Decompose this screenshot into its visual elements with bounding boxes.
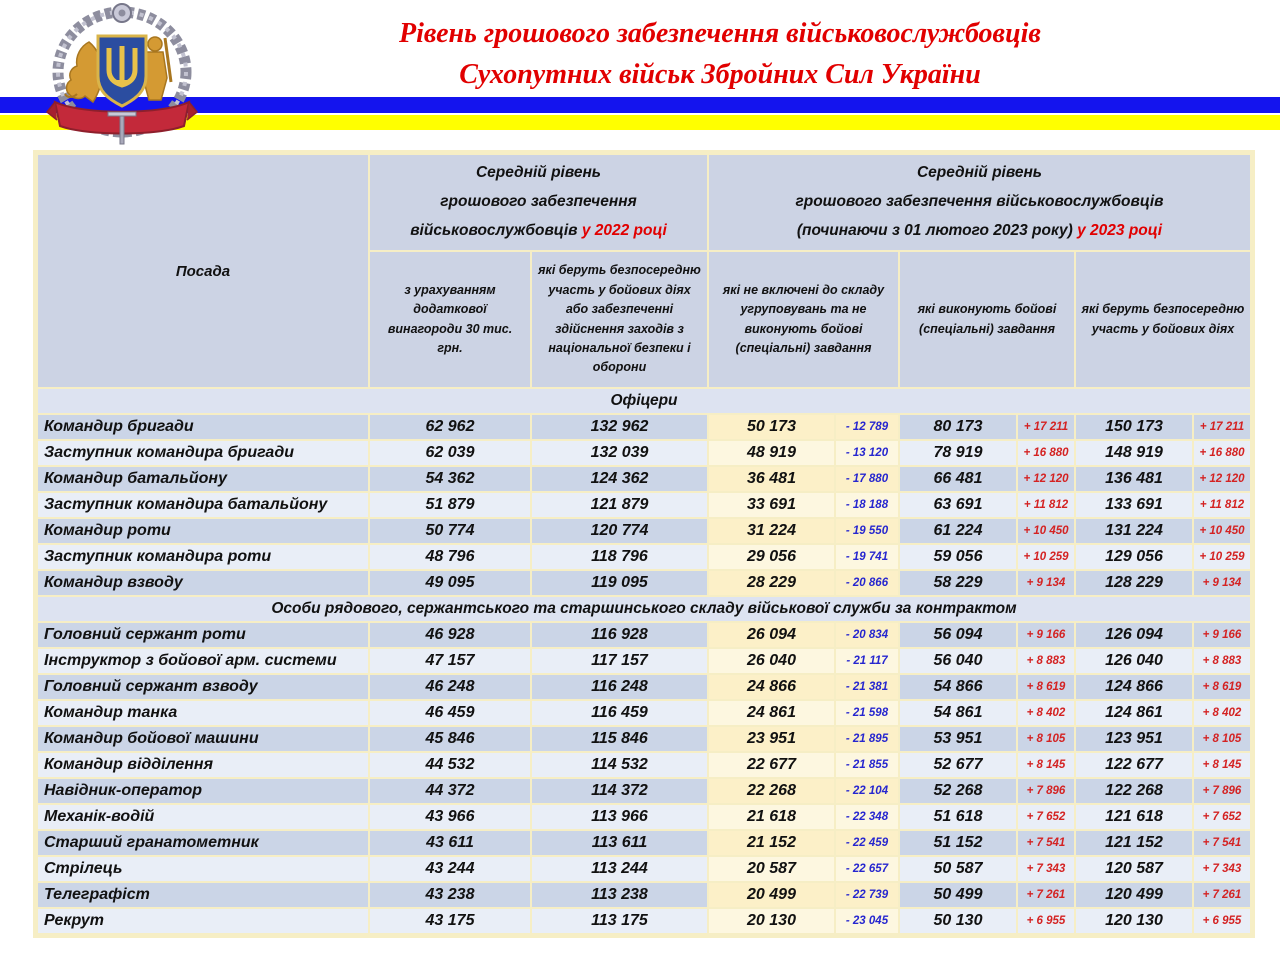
value-2023-combat: 124 861 xyxy=(1076,701,1192,725)
value-2022-bonus: 62 962 xyxy=(370,415,530,439)
value-2023-excluded: 36 481 xyxy=(709,467,834,491)
value-2022-combat: 113 238 xyxy=(532,883,707,907)
value-2023-combat: 123 951 xyxy=(1076,727,1192,751)
group-2022-line1: Середній рівень xyxy=(475,164,602,182)
title-line-2: Сухопутних військ Збройних Сил України xyxy=(459,59,981,90)
value-2022-bonus: 54 362 xyxy=(370,467,530,491)
value-2023-combat: 131 224 xyxy=(1076,519,1192,543)
value-2023-excluded: 23 951 xyxy=(709,727,834,751)
value-2023-combat: 121 152 xyxy=(1076,831,1192,855)
value-2022-bonus: 43 611 xyxy=(370,831,530,855)
value-2023-combat: 122 268 xyxy=(1076,779,1192,803)
value-2023-combat: 122 677 xyxy=(1076,753,1192,777)
group-2023-line3: (починаючи з 01 лютого 2023 року) xyxy=(796,221,1078,239)
value-2023-excluded: 26 040 xyxy=(709,649,834,673)
value-2023-tasks: 80 173 xyxy=(900,415,1016,439)
delta-2023-excluded: - 22 459 xyxy=(836,831,898,855)
value-2022-combat: 118 796 xyxy=(532,545,707,569)
delta-2023-combat: + 7 343 xyxy=(1194,857,1250,881)
value-2023-tasks: 54 866 xyxy=(900,675,1016,699)
delta-2023-tasks: + 8 402 xyxy=(1018,701,1074,725)
value-2023-combat: 150 173 xyxy=(1076,415,1192,439)
value-2022-bonus: 43 175 xyxy=(370,909,530,933)
group-header-2022 xyxy=(370,155,707,250)
value-2022-combat: 115 846 xyxy=(532,727,707,751)
delta-2023-tasks: + 17 211 xyxy=(1018,415,1074,439)
group-2022-line3: військовослужбовців xyxy=(410,221,582,239)
delta-2023-combat: + 16 880 xyxy=(1194,441,1250,465)
delta-2023-tasks: + 10 259 xyxy=(1018,545,1074,569)
row-name: Командир танка xyxy=(38,701,368,725)
value-2023-combat: 120 130 xyxy=(1076,909,1192,933)
value-2023-tasks: 54 861 xyxy=(900,701,1016,725)
value-2023-combat: 128 229 xyxy=(1076,571,1192,595)
value-2023-excluded: 24 866 xyxy=(709,675,834,699)
value-2022-combat: 113 611 xyxy=(532,831,707,855)
delta-2023-combat: + 7 652 xyxy=(1194,805,1250,829)
row-name: Командир взводу xyxy=(38,571,368,595)
value-2023-tasks: 61 224 xyxy=(900,519,1016,543)
value-2023-excluded: 26 094 xyxy=(709,623,834,647)
value-2022-combat: 113 175 xyxy=(532,909,707,933)
delta-2023-combat: + 8 619 xyxy=(1194,675,1250,699)
value-2023-combat: 148 919 xyxy=(1076,441,1192,465)
value-2023-excluded: 28 229 xyxy=(709,571,834,595)
page-title xyxy=(170,14,1270,96)
value-2022-combat: 117 157 xyxy=(532,649,707,673)
row-name: Телеграфіст xyxy=(38,883,368,907)
delta-2023-tasks: + 7 261 xyxy=(1018,883,1074,907)
column-header-2022-bonus: з урахуванням додаткової винагороди 30 тис. грн. xyxy=(370,252,530,387)
value-2023-tasks: 51 618 xyxy=(900,805,1016,829)
value-2022-bonus: 43 966 xyxy=(370,805,530,829)
row-name: Старший гранатометник xyxy=(38,831,368,855)
row-name: Заступник командира батальйону xyxy=(38,493,368,517)
group-2023-line2: грошового забезпечення військовослужбовців xyxy=(795,193,1164,211)
value-2023-excluded: 22 677 xyxy=(709,753,834,777)
delta-2023-combat: + 17 211 xyxy=(1194,415,1250,439)
column-header-2022-combat: які беруть безпосередню участь у бойових діях або забезпеченні здійснення заходів з національної безпеки і оборони xyxy=(532,252,707,387)
delta-2023-combat: + 8 402 xyxy=(1194,701,1250,725)
value-2023-combat: 136 481 xyxy=(1076,467,1192,491)
value-2023-tasks: 50 130 xyxy=(900,909,1016,933)
delta-2023-excluded: - 21 895 xyxy=(836,727,898,751)
delta-2023-tasks: + 12 120 xyxy=(1018,467,1074,491)
value-2023-tasks: 66 481 xyxy=(900,467,1016,491)
value-2022-combat: 121 879 xyxy=(532,493,707,517)
delta-2023-combat: + 12 120 xyxy=(1194,467,1250,491)
value-2023-excluded: 24 861 xyxy=(709,701,834,725)
value-2023-combat: 120 587 xyxy=(1076,857,1192,881)
delta-2023-combat: + 10 450 xyxy=(1194,519,1250,543)
value-2022-bonus: 46 928 xyxy=(370,623,530,647)
value-2023-excluded: 20 499 xyxy=(709,883,834,907)
value-2022-combat: 113 244 xyxy=(532,857,707,881)
delta-2023-tasks: + 8 145 xyxy=(1018,753,1074,777)
value-2023-tasks: 56 094 xyxy=(900,623,1016,647)
delta-2023-combat: + 8 145 xyxy=(1194,753,1250,777)
value-2022-bonus: 49 095 xyxy=(370,571,530,595)
value-2023-tasks: 58 229 xyxy=(900,571,1016,595)
delta-2023-excluded: - 20 866 xyxy=(836,571,898,595)
value-2022-combat: 116 248 xyxy=(532,675,707,699)
value-2022-bonus: 43 244 xyxy=(370,857,530,881)
value-2023-excluded: 21 618 xyxy=(709,805,834,829)
column-header-2023-combat: які беруть безпосередню участь у бойових діях xyxy=(1076,252,1250,387)
value-2023-combat: 126 094 xyxy=(1076,623,1192,647)
value-2023-combat: 126 040 xyxy=(1076,649,1192,673)
delta-2023-excluded: - 18 188 xyxy=(836,493,898,517)
value-2023-tasks: 56 040 xyxy=(900,649,1016,673)
value-2023-excluded: 33 691 xyxy=(709,493,834,517)
pay-table xyxy=(33,150,1255,938)
value-2023-excluded: 29 056 xyxy=(709,545,834,569)
row-name: Рекрут xyxy=(38,909,368,933)
row-name: Механік-водій xyxy=(38,805,368,829)
value-2022-bonus: 44 372 xyxy=(370,779,530,803)
value-2022-combat: 116 928 xyxy=(532,623,707,647)
value-2022-combat: 120 774 xyxy=(532,519,707,543)
column-header-2023-tasks: які виконують бойові (спеціальні) завдання xyxy=(900,252,1074,387)
value-2022-bonus: 62 039 xyxy=(370,441,530,465)
value-2023-tasks: 52 677 xyxy=(900,753,1016,777)
delta-2023-tasks: + 8 105 xyxy=(1018,727,1074,751)
row-name: Заступник командира бригади xyxy=(38,441,368,465)
value-2022-combat: 132 962 xyxy=(532,415,707,439)
delta-2023-excluded: - 22 348 xyxy=(836,805,898,829)
row-name: Командир батальйону xyxy=(38,467,368,491)
delta-2023-tasks: + 9 166 xyxy=(1018,623,1074,647)
delta-2023-combat: + 9 166 xyxy=(1194,623,1250,647)
value-2023-combat: 129 056 xyxy=(1076,545,1192,569)
section-header: Офіцери xyxy=(38,389,1250,413)
row-name: Головний сержант взводу xyxy=(38,675,368,699)
value-2022-combat: 114 532 xyxy=(532,753,707,777)
value-2022-bonus: 45 846 xyxy=(370,727,530,751)
delta-2023-combat: + 10 259 xyxy=(1194,545,1250,569)
value-2023-excluded: 31 224 xyxy=(709,519,834,543)
value-2023-excluded: 20 587 xyxy=(709,857,834,881)
delta-2023-combat: + 8 883 xyxy=(1194,649,1250,673)
delta-2023-tasks: + 7 896 xyxy=(1018,779,1074,803)
value-2023-combat: 120 499 xyxy=(1076,883,1192,907)
row-name: Стрілець xyxy=(38,857,368,881)
delta-2023-tasks: + 11 812 xyxy=(1018,493,1074,517)
delta-2023-tasks: + 8 619 xyxy=(1018,675,1074,699)
row-name: Інструктор з бойової арм. системи xyxy=(38,649,368,673)
delta-2023-excluded: - 12 789 xyxy=(836,415,898,439)
row-name: Командир бойової машини xyxy=(38,727,368,751)
delta-2023-excluded: - 23 045 xyxy=(836,909,898,933)
value-2022-bonus: 50 774 xyxy=(370,519,530,543)
ground-forces-emblem-icon xyxy=(36,2,208,148)
value-2023-tasks: 50 499 xyxy=(900,883,1016,907)
row-name: Командир відділення xyxy=(38,753,368,777)
delta-2023-excluded: - 22 657 xyxy=(836,857,898,881)
group-2022-line2: грошового забезпечення xyxy=(440,193,637,211)
delta-2023-tasks: + 6 955 xyxy=(1018,909,1074,933)
delta-2023-tasks: + 10 450 xyxy=(1018,519,1074,543)
column-header-posada: Посада xyxy=(38,155,368,387)
value-2022-combat: 116 459 xyxy=(532,701,707,725)
delta-2023-excluded: - 21 381 xyxy=(836,675,898,699)
value-2023-tasks: 50 587 xyxy=(900,857,1016,881)
value-2022-combat: 119 095 xyxy=(532,571,707,595)
value-2023-tasks: 78 919 xyxy=(900,441,1016,465)
value-2022-combat: 113 966 xyxy=(532,805,707,829)
value-2022-bonus: 46 248 xyxy=(370,675,530,699)
value-2023-tasks: 53 951 xyxy=(900,727,1016,751)
value-2023-combat: 133 691 xyxy=(1076,493,1192,517)
value-2022-bonus: 47 157 xyxy=(370,649,530,673)
delta-2023-excluded: - 19 550 xyxy=(836,519,898,543)
value-2022-bonus: 51 879 xyxy=(370,493,530,517)
value-2022-bonus: 46 459 xyxy=(370,701,530,725)
value-2022-combat: 132 039 xyxy=(532,441,707,465)
section-header: Особи рядового, сержантського та старшинського складу військової служби за контрактом xyxy=(38,597,1250,621)
value-2023-tasks: 52 268 xyxy=(900,779,1016,803)
value-2022-combat: 114 372 xyxy=(532,779,707,803)
delta-2023-combat: + 9 134 xyxy=(1194,571,1250,595)
value-2023-excluded: 21 152 xyxy=(709,831,834,855)
delta-2023-excluded: - 17 880 xyxy=(836,467,898,491)
delta-2023-excluded: - 21 117 xyxy=(836,649,898,673)
delta-2023-combat: + 8 105 xyxy=(1194,727,1250,751)
delta-2023-excluded: - 19 741 xyxy=(836,545,898,569)
value-2022-bonus: 44 532 xyxy=(370,753,530,777)
delta-2023-tasks: + 7 652 xyxy=(1018,805,1074,829)
value-2023-excluded: 22 268 xyxy=(709,779,834,803)
row-name: Навідник-оператор xyxy=(38,779,368,803)
delta-2023-excluded: - 22 104 xyxy=(836,779,898,803)
group-2022-year: у 2022 році xyxy=(581,221,667,239)
delta-2023-combat: + 7 896 xyxy=(1194,779,1250,803)
delta-2023-combat: + 6 955 xyxy=(1194,909,1250,933)
group-2023-line1: Середній рівень xyxy=(916,164,1043,182)
column-header-2023-excluded: які не включені до складу угруповувань та не виконують бойові (спеціальні) завдання xyxy=(709,252,898,387)
value-2023-combat: 121 618 xyxy=(1076,805,1192,829)
delta-2023-combat: + 11 812 xyxy=(1194,493,1250,517)
value-2023-tasks: 51 152 xyxy=(900,831,1016,855)
row-name: Головний сержант роти xyxy=(38,623,368,647)
delta-2023-excluded: - 21 598 xyxy=(836,701,898,725)
value-2023-excluded: 48 919 xyxy=(709,441,834,465)
delta-2023-tasks: + 7 343 xyxy=(1018,857,1074,881)
row-name: Командир бригади xyxy=(38,415,368,439)
value-2022-bonus: 48 796 xyxy=(370,545,530,569)
title-line-1: Рівень грошового забезпечення військовослужбовців xyxy=(399,18,1041,49)
delta-2023-tasks: + 7 541 xyxy=(1018,831,1074,855)
delta-2023-combat: + 7 261 xyxy=(1194,883,1250,907)
value-2023-combat: 124 866 xyxy=(1076,675,1192,699)
value-2023-tasks: 63 691 xyxy=(900,493,1016,517)
delta-2023-tasks: + 9 134 xyxy=(1018,571,1074,595)
value-2022-combat: 124 362 xyxy=(532,467,707,491)
value-2023-excluded: 20 130 xyxy=(709,909,834,933)
delta-2023-excluded: - 13 120 xyxy=(836,441,898,465)
value-2023-tasks: 59 056 xyxy=(900,545,1016,569)
delta-2023-excluded: - 21 855 xyxy=(836,753,898,777)
value-2023-excluded: 50 173 xyxy=(709,415,834,439)
delta-2023-excluded: - 20 834 xyxy=(836,623,898,647)
delta-2023-combat: + 7 541 xyxy=(1194,831,1250,855)
group-2023-year: у 2023 році xyxy=(1077,221,1163,239)
delta-2023-tasks: + 8 883 xyxy=(1018,649,1074,673)
delta-2023-excluded: - 22 739 xyxy=(836,883,898,907)
delta-2023-tasks: + 16 880 xyxy=(1018,441,1074,465)
group-header-2023 xyxy=(709,155,1250,250)
row-name: Командир роти xyxy=(38,519,368,543)
row-name: Заступник командира роти xyxy=(38,545,368,569)
value-2022-bonus: 43 238 xyxy=(370,883,530,907)
